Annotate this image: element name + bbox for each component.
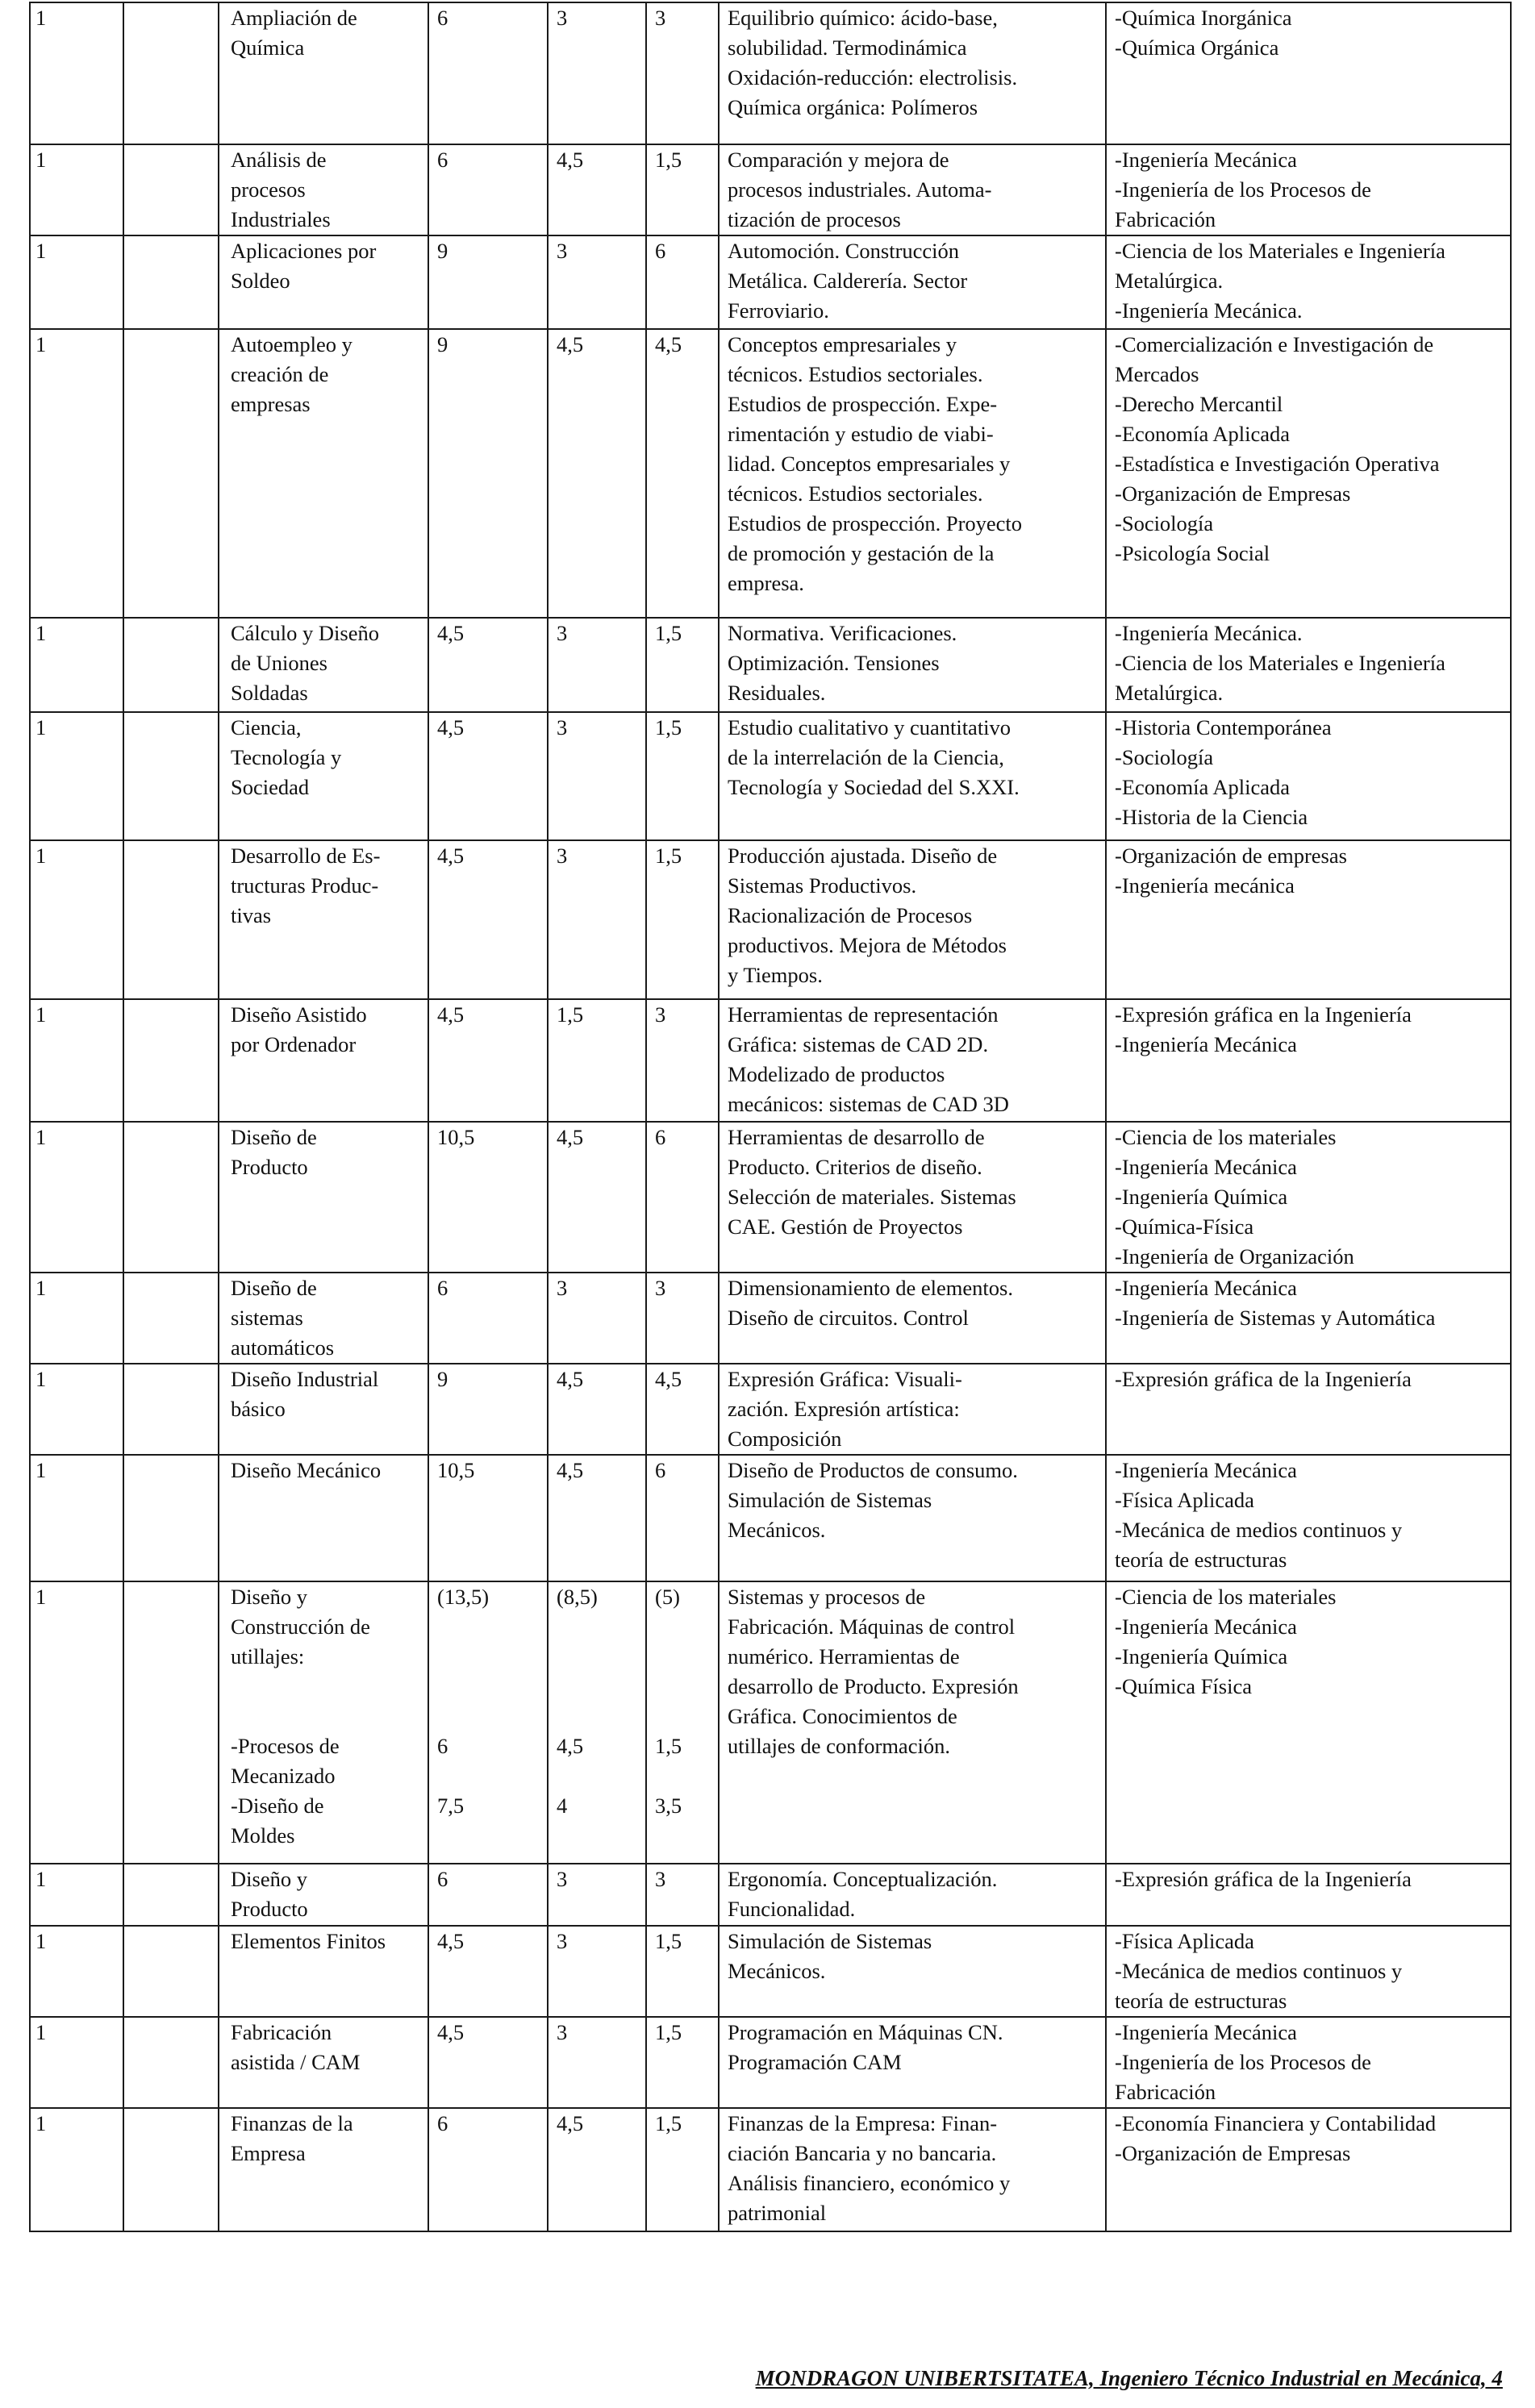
total-credits: [428, 2108, 548, 2231]
subject-name: [219, 144, 428, 235]
row-number-text: 1: [35, 844, 47, 868]
knowledge-areas: [1106, 618, 1511, 712]
row-number-text: 1: [35, 1929, 47, 1953]
subject-description-text: Ergonomía. Conceptualización. Funcionalidad.: [728, 1867, 998, 1921]
practice-credits: [646, 1273, 719, 1364]
theory-credits: [548, 2, 646, 144]
practice-credits: [646, 2108, 719, 2231]
row-number-text: 1: [35, 1276, 47, 1300]
subject-name-text: Ciencia, Tecnología y Sociedad: [231, 715, 342, 799]
subject-description: [719, 329, 1106, 618]
table-row: [30, 144, 1511, 235]
total-credits: [428, 2, 548, 144]
practice-credits: [646, 999, 719, 1122]
subject-description: [719, 1864, 1106, 1926]
table-row: [30, 2, 1511, 144]
knowledge-areas-text: -Expresión gráfica en la Ingeniería -Ingeniería Mecánica: [1115, 1002, 1412, 1056]
practice-credits-text: 1,5: [655, 1929, 682, 1953]
knowledge-areas-text: -Física Aplicada -Mecánica de medios continuos y teoría de estructuras: [1115, 1929, 1403, 2013]
practice-credits-text: 1,5: [655, 148, 682, 172]
subject-description: [719, 999, 1106, 1122]
row-number-text: 1: [35, 1367, 47, 1391]
theory-credits-text: (8,5) 4,5 4: [557, 1585, 598, 1818]
table-row: [30, 618, 1511, 712]
subject-description-text: Conceptos empresariales y técnicos. Estudios sectoriales. Estudios de prospección. Expe- rimentación y estudio de viabi- lidad. Conceptos empresariales y técnicos. Estudios sectoriales. Estudios de prospección. Proyecto de promoción y gestación de la empresa.: [728, 332, 1023, 595]
subject-name-text: Cálculo y Diseño de Uniones Soldadas: [231, 621, 379, 705]
knowledge-areas: [1106, 2, 1511, 144]
total-credits: [428, 999, 548, 1122]
total-credits-text: 4,5: [437, 621, 465, 645]
subject-name: [219, 1864, 428, 1926]
practice-credits-text: (5) 1,5 3,5: [655, 1585, 682, 1818]
knowledge-areas: [1106, 1122, 1511, 1273]
theory-credits: [548, 2017, 646, 2108]
row-number: [30, 144, 123, 235]
table-row: [30, 1122, 1511, 1273]
total-credits-text: 10,5: [437, 1458, 475, 1482]
knowledge-areas-text: -Comercialización e Investigación de Mercados -Derecho Mercantil -Economía Aplicada -Estadística e Investigación Operativa -Organización de Empresas -Sociología -Psicología Social: [1115, 332, 1440, 565]
row-number-text: 1: [35, 1125, 47, 1149]
theory-credits-text: 4,5: [557, 1458, 584, 1482]
subject-name-text: Diseño de Producto: [231, 1125, 317, 1179]
knowledge-areas-text: -Expresión gráfica de la Ingeniería: [1115, 1367, 1412, 1391]
row-number: [30, 2017, 123, 2108]
theory-credits-text: 4,5: [557, 1367, 584, 1391]
subject-description: [719, 1581, 1106, 1864]
blank-cell: [123, 1364, 219, 1455]
theory-credits: [548, 712, 646, 840]
subject-description-text: Automoción. Construcción Metálica. Calderería. Sector Ferroviario.: [728, 239, 968, 323]
theory-credits: [548, 1926, 646, 2017]
practice-credits-text: 6: [655, 1125, 666, 1149]
knowledge-areas: [1106, 235, 1511, 329]
practice-credits: [646, 840, 719, 999]
row-number-text: 1: [35, 1867, 47, 1891]
subject-name: [219, 1122, 428, 1273]
subject-name: [219, 1364, 428, 1455]
blank-cell: [123, 840, 219, 999]
total-credits: [428, 329, 548, 618]
table-row: [30, 1926, 1511, 2017]
blank-cell: [123, 1864, 219, 1926]
row-number: [30, 2, 123, 144]
row-number: [30, 840, 123, 999]
subject-name-text: Fabricación asistida / CAM: [231, 2020, 361, 2074]
knowledge-areas-text: -Organización de empresas -Ingeniería mecánica: [1115, 844, 1347, 898]
theory-credits: [548, 1581, 646, 1864]
subject-name: [219, 329, 428, 618]
total-credits: [428, 1581, 548, 1864]
subject-name-text: Desarrollo de Es- tructuras Produc- tivas: [231, 844, 381, 927]
practice-credits-text: 3: [655, 1867, 666, 1891]
table-row: [30, 235, 1511, 329]
knowledge-areas-text: -Ingeniería Mecánica -Ingeniería de los Procesos de Fabricación: [1115, 2020, 1371, 2104]
subject-name-text: Autoempleo y creación de empresas: [231, 332, 352, 416]
row-number-text: 1: [35, 2020, 47, 2044]
subject-name-text: Ampliación de Química: [231, 6, 357, 60]
practice-credits: [646, 235, 719, 329]
row-number-text: 1: [35, 239, 47, 263]
blank-cell: [123, 144, 219, 235]
row-number: [30, 1364, 123, 1455]
knowledge-areas-text: -Ciencia de los Materiales e Ingeniería Metalúrgica. -Ingeniería Mecánica.: [1115, 239, 1445, 323]
row-number: [30, 235, 123, 329]
theory-credits-text: 4,5: [557, 332, 584, 356]
theory-credits-text: 4,5: [557, 2111, 584, 2135]
total-credits-text: 4,5: [437, 2020, 465, 2044]
theory-credits-text: 3: [557, 1929, 568, 1953]
subject-name-text: Elementos Finitos: [231, 1929, 386, 1953]
subject-name: [219, 840, 428, 999]
practice-credits-text: 3: [655, 6, 666, 30]
theory-credits: [548, 144, 646, 235]
row-number-text: 1: [35, 1458, 47, 1482]
theory-credits: [548, 1122, 646, 1273]
knowledge-areas-text: -Ingeniería Mecánica -Ingeniería de Sistemas y Automática: [1115, 1276, 1436, 1330]
practice-credits: [646, 712, 719, 840]
table-row: [30, 2017, 1511, 2108]
total-credits-text: 10,5: [437, 1125, 475, 1149]
subject-description: [719, 1926, 1106, 2017]
total-credits-text: 6: [437, 2111, 448, 2135]
total-credits-text: 9: [437, 1367, 448, 1391]
knowledge-areas: [1106, 1364, 1511, 1455]
theory-credits: [548, 1864, 646, 1926]
knowledge-areas-text: -Ingeniería Mecánica. -Ciencia de los Materiales e Ingeniería Metalúrgica.: [1115, 621, 1445, 705]
total-credits: [428, 712, 548, 840]
subject-description-text: Producción ajustada. Diseño de Sistemas Productivos. Racionalización de Procesos productivos. Mejora de Métodos y Tiempos.: [728, 844, 1007, 987]
blank-cell: [123, 1926, 219, 2017]
total-credits-text: 4,5: [437, 1929, 465, 1953]
blank-cell: [123, 1122, 219, 1273]
practice-credits: [646, 329, 719, 618]
practice-credits-text: 3: [655, 1002, 666, 1027]
subject-description-text: Comparación y mejora de procesos industriales. Automa- tización de procesos: [728, 148, 992, 231]
theory-credits: [548, 329, 646, 618]
subject-name-text: Finanzas de la Empresa: [231, 2111, 353, 2165]
row-number: [30, 1273, 123, 1364]
row-number-text: 1: [35, 621, 47, 645]
practice-credits: [646, 2017, 719, 2108]
subject-description-text: Diseño de Productos de consumo. Simulación de Sistemas Mecánicos.: [728, 1458, 1018, 1542]
knowledge-areas: [1106, 1273, 1511, 1364]
row-number: [30, 999, 123, 1122]
theory-credits-text: 3: [557, 621, 568, 645]
knowledge-areas-text: -Ingeniería Mecánica -Ingeniería de los Procesos de Fabricación: [1115, 148, 1371, 231]
total-credits: [428, 144, 548, 235]
subject-description-text: Programación en Máquinas CN. Programación CAM: [728, 2020, 1003, 2074]
subject-description: [719, 1122, 1106, 1273]
blank-cell: [123, 2017, 219, 2108]
theory-credits-text: 3: [557, 239, 568, 263]
row-number-text: 1: [35, 148, 47, 172]
row-number-text: 1: [35, 1585, 47, 1609]
knowledge-areas-text: -Ciencia de los materiales -Ingeniería Mecánica -Ingeniería Química -Química Física: [1115, 1585, 1337, 1698]
subject-name-text: Diseño de sistemas automáticos: [231, 1276, 335, 1360]
practice-credits-text: 1,5: [655, 2020, 682, 2044]
practice-credits: [646, 1364, 719, 1455]
practice-credits: [646, 1926, 719, 2017]
theory-credits-text: 3: [557, 1867, 568, 1891]
theory-credits-text: 1,5: [557, 1002, 584, 1027]
subject-description: [719, 2017, 1106, 2108]
subject-description: [719, 1364, 1106, 1455]
subject-name: [219, 2108, 428, 2231]
theory-credits-text: 3: [557, 1276, 568, 1300]
total-credits: [428, 235, 548, 329]
subject-description: [719, 840, 1106, 999]
blank-cell: [123, 1581, 219, 1864]
knowledge-areas: [1106, 1581, 1511, 1864]
page-footer: MONDRAGON UNIBERTSITATEA, Ingeniero Técnico Industrial en Mecánica, 4: [755, 2366, 1503, 2390]
practice-credits: [646, 618, 719, 712]
total-credits-text: 6: [437, 1276, 448, 1300]
knowledge-areas-text: -Química Inorgánica -Química Orgánica: [1115, 6, 1292, 60]
blank-cell: [123, 329, 219, 618]
knowledge-areas-text: -Ingeniería Mecánica -Física Aplicada -Mecánica de medios continuos y teoría de estructuras: [1115, 1458, 1403, 1572]
practice-credits: [646, 1122, 719, 1273]
total-credits: [428, 1122, 548, 1273]
subject-name: [219, 2017, 428, 2108]
row-number-text: 1: [35, 2111, 47, 2135]
practice-credits: [646, 144, 719, 235]
subject-description: [719, 1455, 1106, 1581]
subject-description-text: Finanzas de la Empresa: Finan- ciación Bancaria y no bancaria. Análisis financiero, económico y patrimonial: [728, 2111, 1011, 2225]
table-row: [30, 1364, 1511, 1455]
practice-credits-text: 3: [655, 1276, 666, 1300]
total-credits-text: 4,5: [437, 715, 465, 739]
total-credits-text: 6: [437, 148, 448, 172]
subject-name: [219, 618, 428, 712]
total-credits: [428, 2017, 548, 2108]
theory-credits: [548, 1273, 646, 1364]
theory-credits-text: 3: [557, 6, 568, 30]
row-number: [30, 1455, 123, 1581]
theory-credits: [548, 1364, 646, 1455]
row-number: [30, 329, 123, 618]
subject-name-text: Diseño Mecánico: [231, 1458, 382, 1482]
subject-description: [719, 235, 1106, 329]
row-number-text: 1: [35, 715, 47, 739]
theory-credits-text: 4,5: [557, 1125, 584, 1149]
knowledge-areas-text: -Expresión gráfica de la Ingeniería: [1115, 1867, 1412, 1891]
subject-description: [719, 2, 1106, 144]
row-number: [30, 618, 123, 712]
knowledge-areas: [1106, 329, 1511, 618]
subject-name: [219, 1581, 428, 1864]
subject-description-text: Equilibrio químico: ácido-base, solubilidad. Termodinámica Oxidación-reducción: electrolisis. Química orgánica: Polímeros: [728, 6, 1018, 119]
row-number: [30, 1926, 123, 2017]
table-row: [30, 1864, 1511, 1926]
practice-credits-text: 4,5: [655, 332, 682, 356]
subject-description-text: Estudio cualitativo y cuantitativo de la interrelación de la Ciencia, Tecnología y Sociedad del S.XXI.: [728, 715, 1020, 799]
subject-name: [219, 712, 428, 840]
blank-cell: [123, 235, 219, 329]
knowledge-areas: [1106, 2108, 1511, 2231]
subject-description: [719, 618, 1106, 712]
row-number-text: 1: [35, 1002, 47, 1027]
subject-name-text: Análisis de procesos Industriales: [231, 148, 331, 231]
theory-credits: [548, 1455, 646, 1581]
practice-credits-text: 6: [655, 239, 666, 263]
subject-description: [719, 144, 1106, 235]
subject-name: [219, 2, 428, 144]
theory-credits: [548, 999, 646, 1122]
knowledge-areas: [1106, 1455, 1511, 1581]
table-row: [30, 712, 1511, 840]
row-number: [30, 1581, 123, 1864]
subject-description-text: Sistemas y procesos de Fabricación. Máquinas de control numérico. Herramientas de desarrollo de Producto. Expresión Gráfica. Conocimientos de utillajes de conformación.: [728, 1585, 1019, 1758]
row-number: [30, 1864, 123, 1926]
practice-credits: [646, 1581, 719, 1864]
blank-cell: [123, 618, 219, 712]
practice-credits-text: 6: [655, 1458, 666, 1482]
total-credits: [428, 1455, 548, 1581]
total-credits-text: 9: [437, 332, 448, 356]
knowledge-areas: [1106, 712, 1511, 840]
table-row: [30, 999, 1511, 1122]
subjects-table: [29, 2, 1512, 2232]
knowledge-areas: [1106, 144, 1511, 235]
row-number: [30, 2108, 123, 2231]
practice-credits: [646, 2, 719, 144]
practice-credits-text: 1,5: [655, 2111, 682, 2135]
table-row: [30, 2108, 1511, 2231]
total-credits: [428, 1864, 548, 1926]
knowledge-areas: [1106, 2017, 1511, 2108]
theory-credits: [548, 618, 646, 712]
knowledge-areas-text: -Economía Financiera y Contabilidad -Organización de Empresas: [1115, 2111, 1437, 2165]
total-credits: [428, 1926, 548, 2017]
total-credits: [428, 618, 548, 712]
subject-description-text: Herramientas de representación Gráfica: sistemas de CAD 2D. Modelizado de productos mecánicos: sistemas de CAD 3D: [728, 1002, 1009, 1116]
total-credits-text: 6: [437, 1867, 448, 1891]
table-row: [30, 1581, 1511, 1864]
row-number: [30, 1122, 123, 1273]
table-row: [30, 329, 1511, 618]
subject-name-text: Aplicaciones por Soldeo: [231, 239, 377, 293]
subject-name: [219, 235, 428, 329]
practice-credits-text: 4,5: [655, 1367, 682, 1391]
knowledge-areas: [1106, 1926, 1511, 2017]
theory-credits-text: 3: [557, 715, 568, 739]
row-number-text: 1: [35, 6, 47, 30]
subject-name: [219, 999, 428, 1122]
practice-credits: [646, 1455, 719, 1581]
table-row: [30, 1455, 1511, 1581]
theory-credits: [548, 840, 646, 999]
total-credits-text: 4,5: [437, 844, 465, 868]
subject-description: [719, 712, 1106, 840]
knowledge-areas: [1106, 1864, 1511, 1926]
subject-description-text: Dimensionamiento de elementos. Diseño de circuitos. Control: [728, 1276, 1013, 1330]
row-number: [30, 712, 123, 840]
subject-description: [719, 2108, 1106, 2231]
subject-description: [719, 1273, 1106, 1364]
subject-description-text: Simulación de Sistemas Mecánicos.: [728, 1929, 932, 1983]
subject-name-text: Diseño y Producto: [231, 1867, 308, 1921]
total-credits: [428, 840, 548, 999]
row-number-text: 1: [35, 332, 47, 356]
total-credits-text: 4,5: [437, 1002, 465, 1027]
knowledge-areas-text: -Ciencia de los materiales -Ingeniería Mecánica -Ingeniería Química -Química-Física -Ingeniería de Organización: [1115, 1125, 1354, 1269]
blank-cell: [123, 1273, 219, 1364]
total-credits-text: 9: [437, 239, 448, 263]
total-credits: [428, 1364, 548, 1455]
theory-credits-text: 3: [557, 2020, 568, 2044]
subject-name: [219, 1926, 428, 2017]
total-credits-text: (13,5) 6 7,5: [437, 1585, 490, 1818]
practice-credits-text: 1,5: [655, 621, 682, 645]
theory-credits-text: 3: [557, 844, 568, 868]
knowledge-areas: [1106, 999, 1511, 1122]
table-row: [30, 1273, 1511, 1364]
theory-credits-text: 4,5: [557, 148, 584, 172]
knowledge-areas: [1106, 840, 1511, 999]
table-row: [30, 840, 1511, 999]
knowledge-areas-text: -Historia Contemporánea -Sociología -Economía Aplicada -Historia de la Ciencia: [1115, 715, 1332, 829]
blank-cell: [123, 2108, 219, 2231]
subject-description-text: Normativa. Verificaciones. Optimización. Tensiones Residuales.: [728, 621, 957, 705]
subject-name-text: Diseño Asistido por Ordenador: [231, 1002, 367, 1056]
subject-name: [219, 1273, 428, 1364]
total-credits: [428, 1273, 548, 1364]
subject-name: [219, 1455, 428, 1581]
practice-credits: [646, 1864, 719, 1926]
blank-cell: [123, 2, 219, 144]
subject-description-text: Expresión Gráfica: Visuali- zación. Expresión artística: Composición: [728, 1367, 962, 1451]
total-credits-text: 6: [437, 6, 448, 30]
practice-credits-text: 1,5: [655, 844, 682, 868]
blank-cell: [123, 999, 219, 1122]
subject-name-text: Diseño y Construcción de utillajes: -Procesos de Mecanizado -Diseño de Moldes: [231, 1585, 370, 1848]
practice-credits-text: 1,5: [655, 715, 682, 739]
theory-credits: [548, 235, 646, 329]
theory-credits: [548, 2108, 646, 2231]
blank-cell: [123, 712, 219, 840]
subject-description-text: Herramientas de desarrollo de Producto. Criterios de diseño. Selección de materiales. Sistemas CAE. Gestión de Proyectos: [728, 1125, 1016, 1239]
subject-name-text: Diseño Industrial básico: [231, 1367, 379, 1421]
blank-cell: [123, 1455, 219, 1581]
